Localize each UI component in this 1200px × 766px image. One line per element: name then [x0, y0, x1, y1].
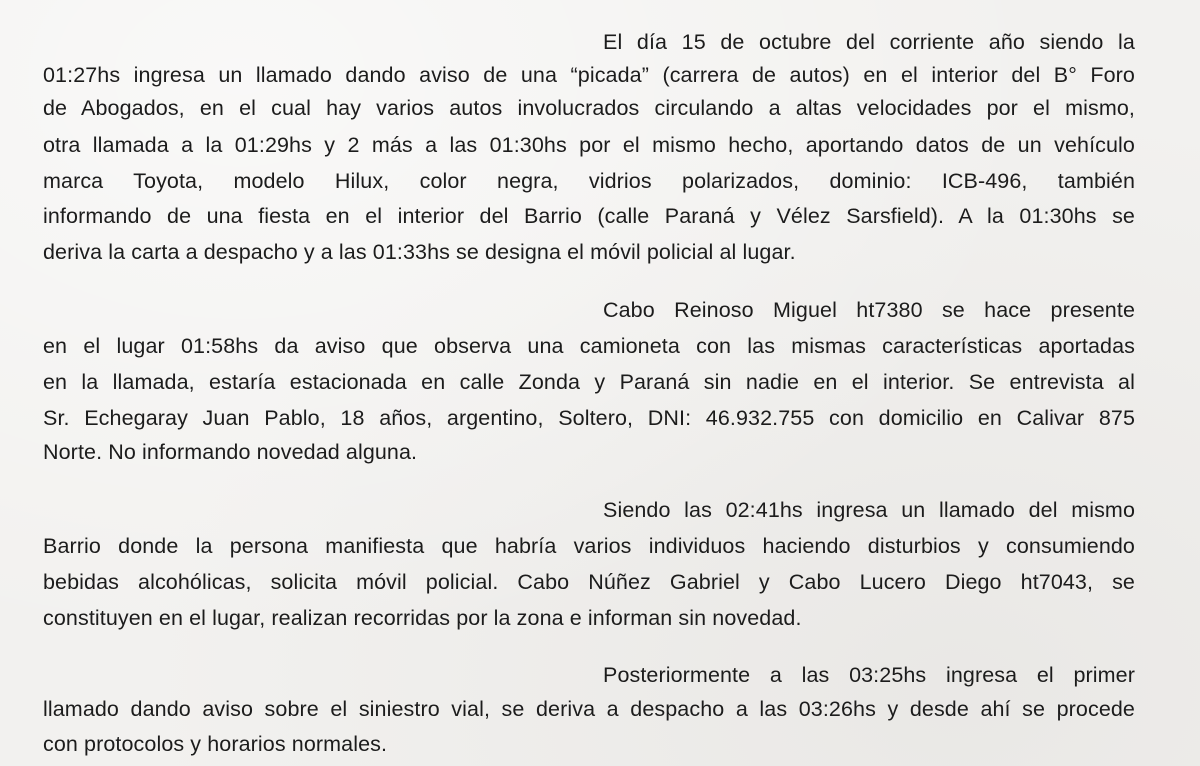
- paragraph-1-line-2: 01:27hs ingresa un llamado dando aviso de una “picada” (carrera de autos) en el interior del B° Foro: [43, 63, 1135, 87]
- paragraph-3-line-1: Siendo las 02:41hs ingresa un llamado del mismo: [603, 498, 1135, 522]
- paragraph-2-line-4: Sr. Echegaray Juan Pablo, 18 años, argentino, Soltero, DNI: 46.932.755 con domicilio en Calivar 875: [43, 406, 1135, 430]
- paragraph-2-line-1: Cabo Reinoso Miguel ht7380 se hace presente: [603, 298, 1135, 322]
- paragraph-1-line-5: marca Toyota, modelo Hilux, color negra, vidrios polarizados, dominio: ICB-496, también: [43, 169, 1135, 193]
- paragraph-1-line-6: informando de una fiesta en el interior del Barrio (calle Paraná y Vélez Sarsfield). A la 01:30hs se: [43, 204, 1135, 228]
- paragraph-2-line-3: en la llamada, estaría estacionada en calle Zonda y Paraná sin nadie en el interior. Se entrevista al: [43, 370, 1135, 394]
- paragraph-2-line-2: en el lugar 01:58hs da aviso que observa una camioneta con las mismas características aportadas: [43, 334, 1135, 358]
- paragraph-3-line-2: Barrio donde la persona manifiesta que habría varios individuos haciendo disturbios y consumiendo: [43, 534, 1135, 558]
- paragraph-1-line-4: otra llamada a la 01:29hs y 2 más a las 01:30hs por el mismo hecho, aportando datos de un vehículo: [43, 133, 1135, 157]
- paragraph-3-line-3: bebidas alcohólicas, solicita móvil policial. Cabo Núñez Gabriel y Cabo Lucero Diego ht7043, se: [43, 570, 1135, 594]
- paragraph-1-line-1: El día 15 de octubre del corriente año siendo la: [603, 30, 1135, 54]
- paragraph-4-line-2: llamado dando aviso sobre el siniestro vial, se deriva a despacho a las 03:26hs y desde ahí se procede: [43, 697, 1135, 721]
- paragraph-4-line-3: con protocolos y horarios normales.: [43, 732, 388, 756]
- paragraph-4-line-1: Posteriormente a las 03:25hs ingresa el primer: [603, 663, 1135, 687]
- paragraph-3-line-4: constituyen en el lugar, realizan recorridas por la zona e informan sin novedad.: [43, 606, 802, 630]
- paragraph-2-line-5: Norte. No informando novedad alguna.: [43, 440, 418, 464]
- paragraph-1-line-3: de Abogados, en el cual hay varios autos involucrados circulando a altas velocidades por el mismo,: [43, 96, 1135, 120]
- paragraph-1-line-7: deriva la carta a despacho y a las 01:33hs se designa el móvil policial al lugar.: [43, 240, 796, 264]
